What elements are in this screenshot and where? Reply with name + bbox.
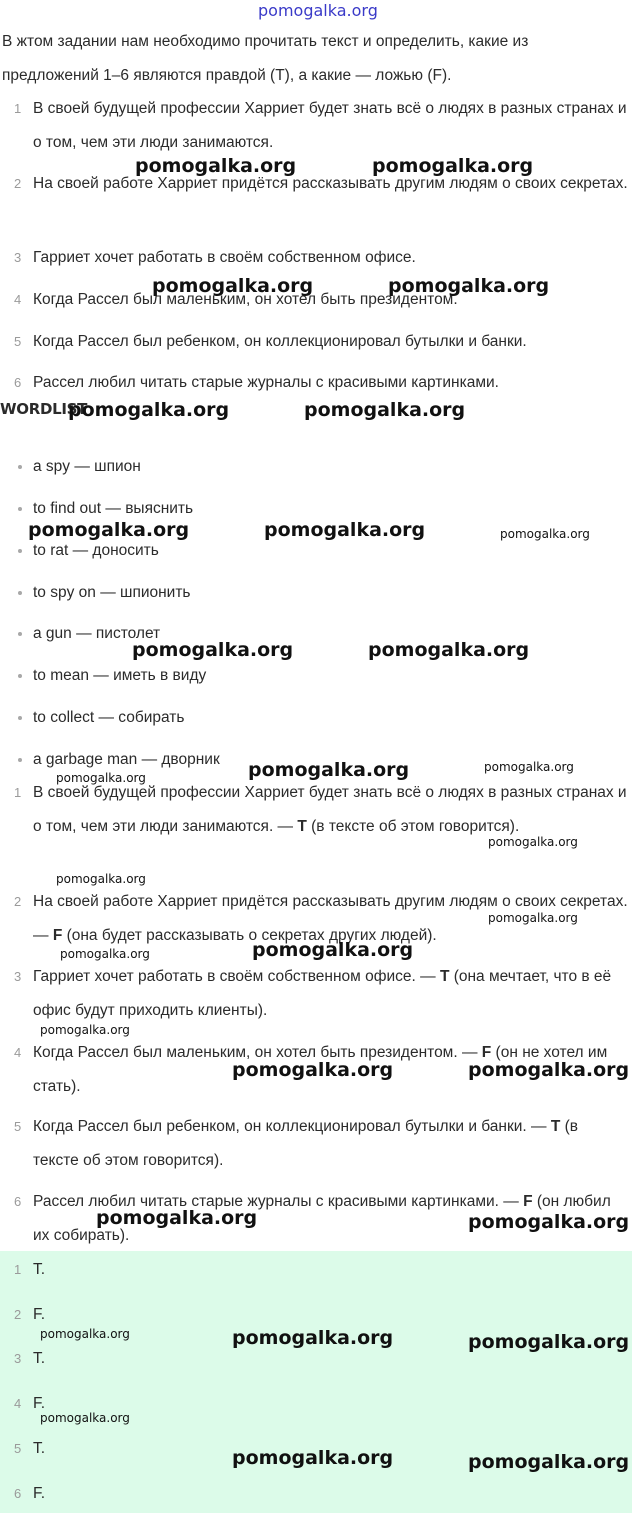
bullet-icon [18, 549, 22, 553]
watermark-text: pomogalka.org [96, 1207, 258, 1229]
intro-paragraph: В жтом задании нам необходимо прочитать текст и определить, какие из предложений 1–6 являются правдой (T), а какие — ложью (F). [2, 33, 529, 84]
watermark-text: pomogalka.org [135, 155, 297, 177]
bullet-icon [18, 507, 22, 511]
watermark-text: pomogalka.org [488, 835, 578, 849]
statement-text: На своей работе Харриет придётся рассказывать другим людям о своих секретах. [33, 175, 628, 192]
statement-number: 5 [14, 334, 22, 349]
watermark-text: pomogalka.org [304, 399, 466, 421]
answer-number: 1 [14, 785, 22, 800]
wordlist-item-text: a spy — шпион [33, 458, 141, 475]
statement-number: 1 [14, 101, 22, 116]
bullet-icon [18, 716, 22, 720]
statement-item [14, 366, 628, 400]
answer-item [14, 960, 628, 1028]
answer-item [14, 776, 628, 878]
statement-number: 4 [14, 292, 22, 307]
bullet-icon [18, 758, 22, 762]
watermark-text: pomogalka.org [488, 911, 578, 925]
watermark-text: pomogalka.org [68, 399, 230, 421]
watermark-text: pomogalka.org [388, 275, 550, 297]
wordlist-item-text: to collect — собирать [33, 709, 185, 726]
watermark-text: pomogalka.org [468, 1451, 630, 1473]
watermark-text: pomogalka.org [264, 519, 426, 541]
statement-item [14, 92, 628, 160]
watermark-text: pomogalka.org [56, 872, 146, 886]
watermark-text: pomogalka.org [232, 1059, 394, 1081]
watermark-text: pomogalka.org [468, 1331, 630, 1353]
answer-item [14, 1110, 628, 1178]
watermark-text: pomogalka.org [232, 1447, 394, 1469]
watermark-text: pomogalka.org [40, 1023, 130, 1037]
answer-text: Когда Рассел был маленьким, он хотел быть президентом. — F (он не хотел им стать). [33, 1044, 608, 1095]
statement-number: 6 [14, 375, 22, 390]
wordlist-item-text: to spy on — шпионить [33, 584, 191, 601]
short-answer-value: T. [33, 1350, 46, 1367]
watermark-text: pomogalka.org [40, 1411, 130, 1425]
answer-number: 2 [14, 894, 22, 909]
statement-text: В своей будущей профессии Харриет будет знать всё о людях в разных странах и о том, чем эти люди занимаются. [33, 100, 627, 151]
answer-number: 3 [14, 969, 22, 984]
answer-mark: T [297, 818, 307, 835]
statement-text: Гарриет хочет работать в своём собственном офисе. [33, 249, 416, 266]
answer-mark: F [52, 927, 63, 944]
answer-text: Рассел любил читать старые журналы с красивыми картинками. — F (он любил их собирать). [33, 1193, 611, 1244]
wordlist-item-text: a gun — пистолет [33, 625, 161, 642]
short-answer-number: 2 [14, 1307, 22, 1322]
answer-text: Когда Рассел был ребенком, он коллекционировал бутылки и банки. — T (в тексте об этом говорится). [33, 1118, 579, 1169]
answer-number: 6 [14, 1194, 22, 1209]
short-answer-number: 5 [14, 1441, 22, 1456]
bullet-icon [18, 591, 22, 595]
short-answer-number: 6 [14, 1486, 22, 1501]
answer-mark: T [439, 968, 450, 985]
watermark-text: pomogalka.org [40, 1327, 130, 1341]
answer-mark: F [523, 1193, 533, 1210]
short-answer-value: T. [33, 1440, 46, 1457]
answer-text: В своей будущей профессии Харриет будет знать всё о людях в разных странах и о том, чем эти люди занимаются. — T (в тексте об этом говорится). [33, 784, 627, 835]
wordlist-item-text: to rat — доносить [33, 542, 159, 559]
short-answer-number: 4 [14, 1396, 22, 1411]
watermark-text: pomogalka.org [60, 947, 150, 961]
wordlist-heading: WORDLIST [0, 400, 88, 418]
watermark-text: pomogalka.org [28, 519, 190, 541]
watermark-text: pomogalka.org [56, 771, 146, 785]
watermark-text: pomogalka.org [500, 527, 590, 541]
statement-text: Когда Рассел был ребенком, он коллекционировал бутылки и банки. [33, 333, 527, 350]
short-answer-value: F. [33, 1306, 46, 1323]
wordlist-item [0, 701, 400, 735]
short-answer-value: F. [33, 1485, 46, 1502]
short-answer-number: 3 [14, 1351, 22, 1366]
short-answer-item [14, 1253, 628, 1287]
watermark-text: pomogalka.org [132, 639, 294, 661]
answer-mark: T [550, 1118, 561, 1135]
wordlist-item [0, 576, 400, 610]
watermark-text: pomogalka.org [248, 759, 410, 781]
bullet-icon [18, 674, 22, 678]
short-answers-box [0, 1251, 632, 1513]
watermark-text: pomogalka.org [484, 760, 574, 774]
statement-text: Рассел любил читать старые журналы с красивыми картинками. [33, 374, 499, 391]
statement-number: 2 [14, 176, 22, 191]
watermark-text: pomogalka.org [152, 275, 314, 297]
statement-item [14, 167, 628, 235]
answer-text: На своей работе Харриет придётся рассказывать другим людям о своих секретах. — F (она будет рассказывать о секретах других людей). [33, 893, 628, 944]
statement-number: 3 [14, 250, 22, 265]
watermark-text: pomogalka.org [368, 639, 530, 661]
watermark-text: pomogalka.org [252, 939, 414, 961]
answer-mark: F [481, 1044, 492, 1061]
wordlist-item-text: a garbage man — дворник [33, 751, 220, 768]
answer-text: Гарриет хочет работать в своём собственном офисе. — T (она мечтает, что в её офис будут приходить клиенты). [33, 968, 612, 1019]
answer-number: 4 [14, 1045, 22, 1060]
wordlist-item [0, 450, 400, 484]
watermark-text: pomogalka.org [468, 1059, 630, 1081]
short-answer-number: 1 [14, 1262, 22, 1277]
statement-text: Когда Рассел был маленьким, он хотел быть президентом. [33, 291, 458, 308]
bullet-icon [18, 632, 22, 636]
statement-item [14, 325, 628, 359]
bullet-icon [18, 465, 22, 469]
watermark-text: pomogalka.org [232, 1327, 394, 1349]
answer-number: 5 [14, 1119, 22, 1134]
wordlist-item-text: to mean — иметь в виду [33, 667, 207, 684]
statement-item [14, 241, 628, 275]
wordlist-item [0, 659, 400, 693]
short-answer-value: T. [33, 1261, 46, 1278]
wordlist-item-text: to find out — выяснить [33, 500, 194, 517]
watermark-text: pomogalka.org [468, 1211, 630, 1233]
short-answer-item [14, 1477, 628, 1511]
short-answer-value: F. [33, 1395, 46, 1412]
watermark-text: pomogalka.org [372, 155, 534, 177]
top-watermark[interactable]: pomogalka.org [258, 1, 378, 20]
